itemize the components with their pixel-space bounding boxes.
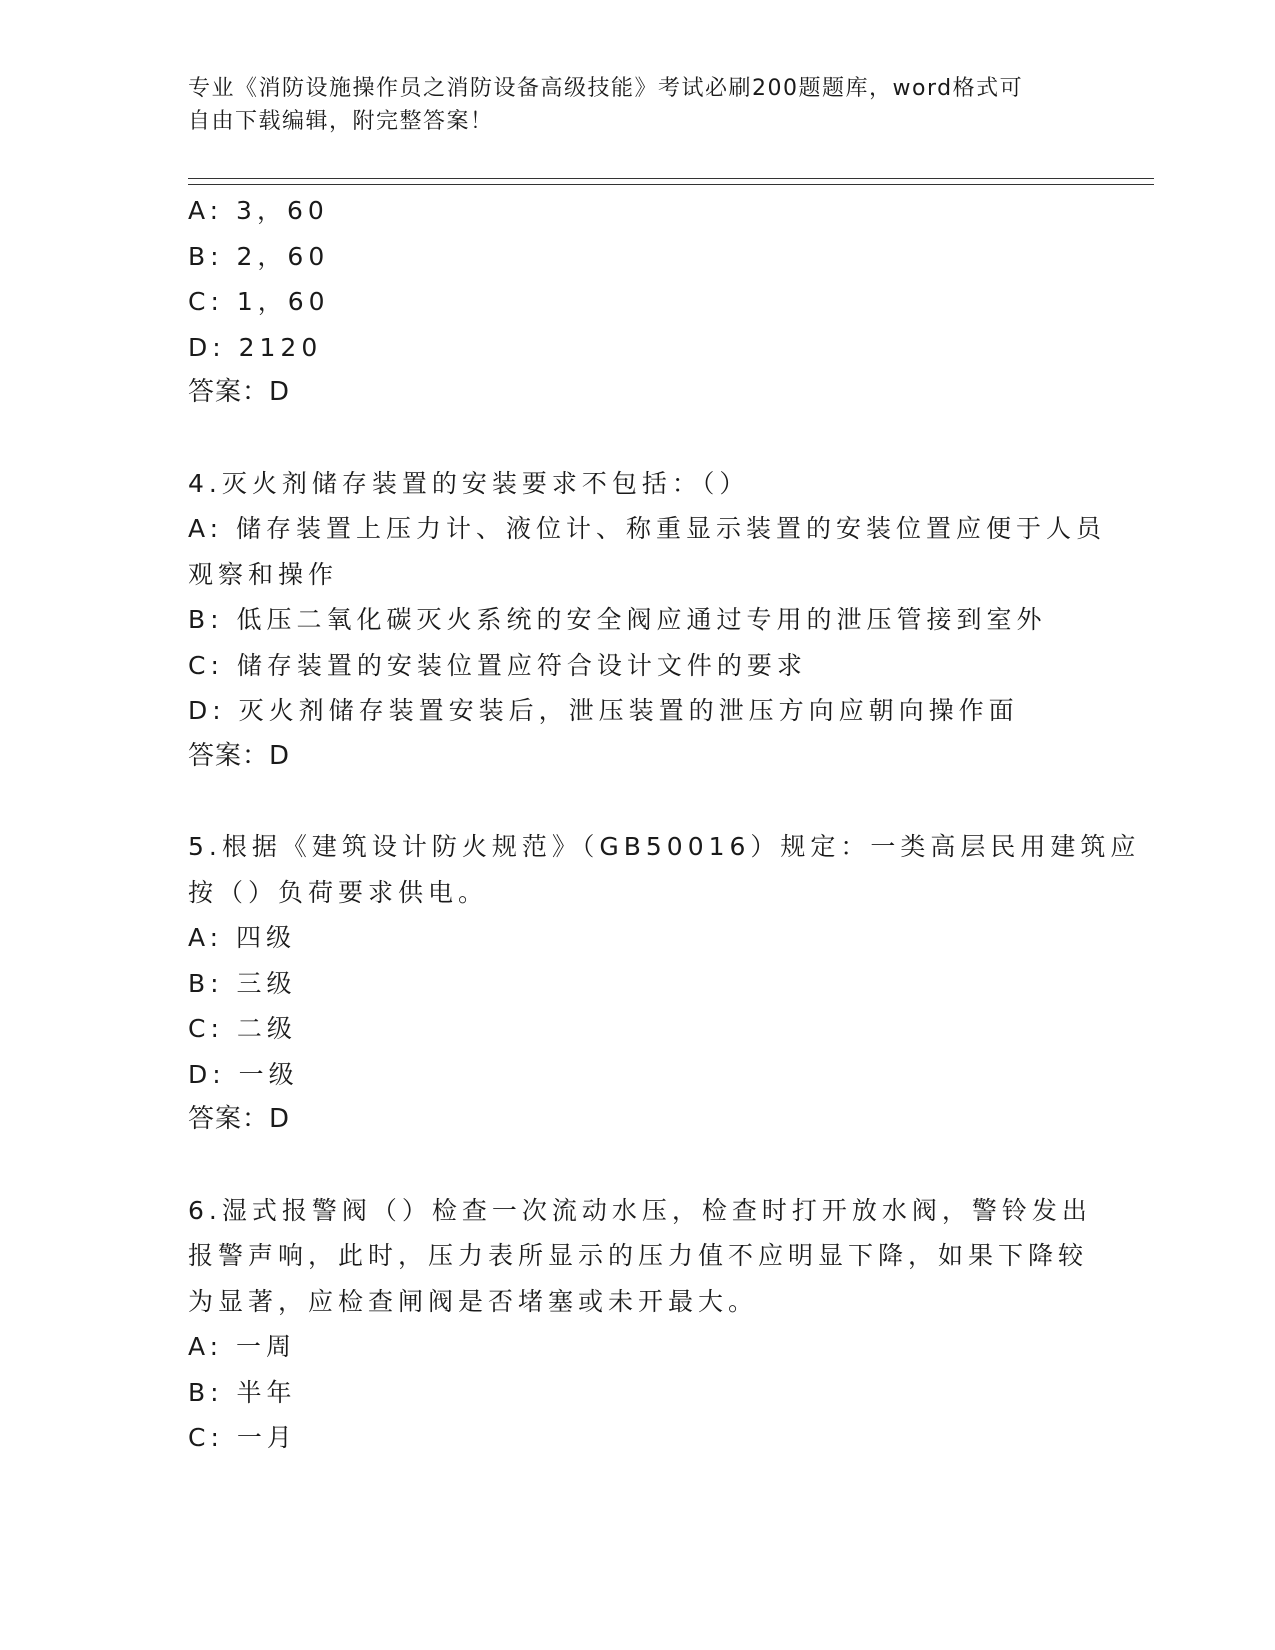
option-c: C: 一月 — [188, 1423, 297, 1452]
answer-label: 答案：D — [188, 740, 291, 771]
header-title-line-2: 自由下载编辑，附完整答案！ — [188, 109, 494, 134]
option-d: D: 一级 — [188, 1059, 299, 1089]
answer-label: 答案：D — [188, 377, 291, 407]
option-a: A: 3，60 — [188, 196, 329, 225]
option-a-continuation: 观察和操作 — [188, 559, 339, 589]
option-d: D: 灭火剂储存装置安装后，泄压装置的泄压方向应朝向操作面 — [188, 696, 1019, 725]
option-a: A: 四级 — [188, 923, 297, 952]
question-stem: 6.湿式报警阀（）检查一次流动水压，检查时打开放水阀，警铃发出 — [188, 1195, 1092, 1225]
option-c: C: 储存装置的安装位置应符合设计文件的要求 — [188, 650, 807, 680]
question-4 — [188, 461, 1107, 780]
question-5 — [188, 824, 1141, 1143]
question-stem-continuation: 按（）负荷要求供电。 — [188, 877, 489, 907]
question-6 — [188, 1188, 1092, 1461]
option-b: B: 低压二氧化碳灭火系统的安全阀应通过专用的泄压管接到室外 — [188, 605, 1047, 634]
option-b: B: 三级 — [188, 968, 297, 998]
option-a: A: 一周 — [188, 1332, 297, 1361]
document-header — [188, 72, 1088, 138]
option-b: B: 半年 — [188, 1377, 297, 1407]
option-a: A: 储存装置上压力计、液位计、称重显示装置的安装位置应便于人员 — [188, 514, 1107, 543]
option-c: C: 二级 — [188, 1014, 297, 1043]
header-title-line-1: 专业《消防设施操作员之消防设备高级技能》考试必刷200题题库，word格式可 — [188, 76, 1024, 101]
question-spacer — [188, 1143, 1088, 1188]
option-b: B: 2，60 — [188, 241, 330, 271]
question-stem: 5.根据《建筑设计防火规范》（GB50016）规定：一类高层民用建筑应 — [188, 832, 1141, 861]
question-spacer — [188, 779, 1088, 824]
question-stem: 4.灭火剂储存装置的安装要求不包括：（） — [188, 468, 750, 498]
question-content — [188, 188, 1141, 1461]
option-d: D: 2120 — [188, 332, 323, 362]
question-3-tail — [188, 188, 1088, 416]
option-c: C: 1，60 — [188, 287, 330, 316]
question-stem-continuation: 报警声响，此时，压力表所显示的压力值不应明显下降，如果下降较 — [188, 1241, 1089, 1270]
question-spacer — [188, 416, 1088, 461]
question-stem-continuation: 为显著，应检查闸阀是否堵塞或未开最大。 — [188, 1286, 759, 1316]
header-divider — [188, 178, 1154, 185]
answer-label: 答案：D — [188, 1104, 291, 1134]
